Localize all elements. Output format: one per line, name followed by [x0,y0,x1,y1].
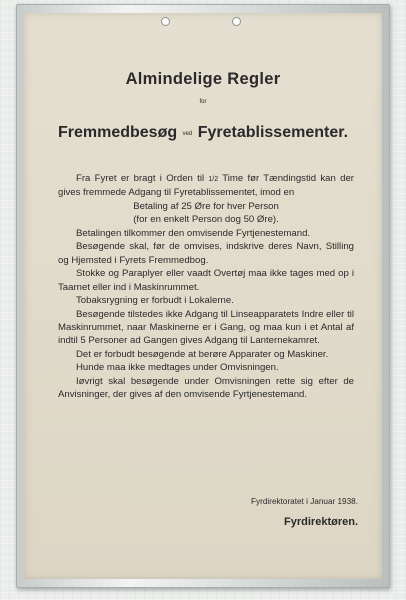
notice-for-word: for [199,99,207,105]
notice-paper [24,13,382,579]
rule-paragraph-8: Hunde maa ikke medtages under Omvisningen. [76,362,279,374]
rule-1-text-a: Fra Fyret er bragt i Orden til [76,173,209,184]
pin-hole-right [232,17,241,26]
subtitle-part2: Fyretablissementer. [197,124,349,141]
signature: Fyrdirektøren. [284,516,358,528]
notice-subtitle [24,124,382,142]
rule-paragraph-7: Det er forbudt besøgende at berøre Apparater og Maskiner. [76,348,329,360]
subtitle-ved: ved [182,131,193,137]
rule-paragraph-1 [58,172,354,200]
rule-1-fraction: 1/2 [208,176,219,183]
issue-date: Fyrdirektoratet i Januar 1938. [251,497,358,506]
rule-paragraph-3: Besøgende skal, før de omvises, indskrive deres Navn, Stilling og Hjemsted i Fyrets Fremmedbog. [58,241,354,266]
rules-body [58,172,354,402]
notice-title: Almindelige Regler [125,70,281,88]
rule-paragraph-5: Tobaksrygning er forbudt i Lokalerne. [76,295,234,307]
rule-paragraph-4: Stokke og Paraplyer eller vaadt Overtøj maa ikke tages med op i Taarnet eller ind i Maskinrummet. [58,268,354,293]
rule-1-text-b: Time før Tændingstid kan der gives fremmede Adgang til Fyretablissementet, imod en [58,173,354,199]
pin-hole-left [161,17,170,26]
rule-paragraph-2: Betalingen tilkommer den omvisende Fyrtjenestemand. [76,227,311,239]
fee-line-1: Betaling af 25 Øre for hver Person [133,200,279,212]
fee-line-2: (for en enkelt Person dog 50 Øre). [133,214,279,226]
rule-paragraph-6: Besøgende tilstedes ikke Adgang til Linseapparatets Indre eller til Maskinrummet, naar Maskinerne er i Gang, og maa kun i et Antal af indtil 5 Personer ad Gangen gives Adgang til Lanternekamret. [58,308,354,347]
rule-paragraph-9: Iøvrigt skal besøgende under Omvisningen rette sig efter de Anvisninger, der gives af den omvisende Fyrtjenestemand. [58,375,354,401]
subtitle-part1: Fremmedbesøg [57,124,178,141]
